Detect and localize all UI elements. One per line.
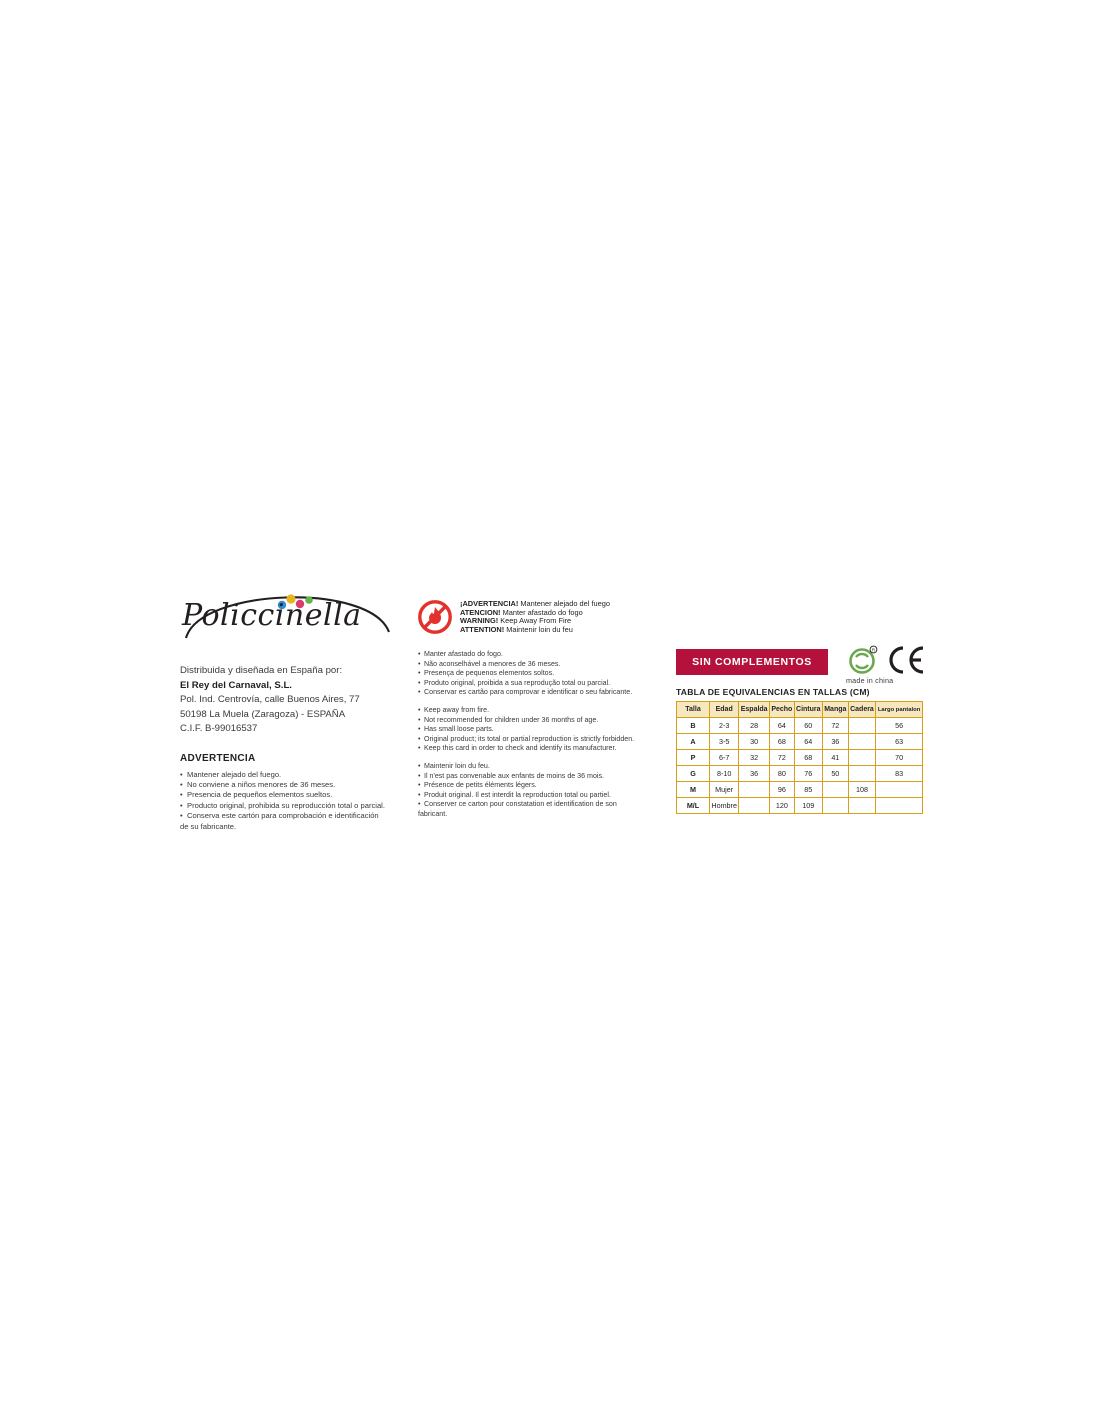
cell-manga: [822, 798, 848, 814]
column-header-edad: Edad: [710, 702, 739, 718]
list-item: • No conviene a niños menores de 36 meses.: [180, 780, 420, 790]
cell-manga: [822, 782, 848, 798]
list-item: • Mantener alejado del fuego.: [180, 770, 420, 780]
list-item: • Keep away from fire.: [418, 706, 648, 716]
cell-talla: M/L: [677, 798, 710, 814]
cell-cintura: 109: [794, 798, 822, 814]
cell-pecho: 64: [770, 718, 795, 734]
cell-manga: 41: [822, 750, 848, 766]
cell-cintura: 64: [794, 734, 822, 750]
list-item: • Conservar es cartão para comprovar e identificar o seu fabricante.: [418, 688, 648, 698]
cell-edad: 8-10: [710, 766, 739, 782]
cell-manga: 50: [822, 766, 848, 782]
warning-label-pt: ATENCION!: [460, 607, 501, 617]
warning-text-fr: Maintenir loin du feu: [506, 624, 573, 634]
cell-largo-pantalon: 83: [876, 766, 923, 782]
warning-list-en: [418, 706, 648, 754]
column-header-cadera: Cadera: [848, 702, 875, 718]
table-row: [677, 798, 923, 814]
list-item: • Conserva este cartón para comprobación e identificación: [180, 811, 420, 821]
badges-row: [676, 645, 936, 685]
cell-talla: M: [677, 782, 710, 798]
cell-pecho: 120: [770, 798, 795, 814]
table-row: [677, 734, 923, 750]
table-row: [677, 750, 923, 766]
cell-espalda: 32: [739, 750, 770, 766]
warning-header: [418, 600, 648, 642]
brand-and-distributor-block: [180, 580, 420, 832]
warning-text-es: Mantener alejado del fuego: [520, 599, 610, 608]
list-item: • Manter afastado do fogo.: [418, 650, 648, 660]
cell-cadera: [848, 718, 875, 734]
cell-espalda: 36: [739, 766, 770, 782]
cell-cintura: 76: [794, 766, 822, 782]
list-item: • Produto original, proibida a sua reprodução total ou parcial.: [418, 679, 648, 689]
list-item: • Presença de pequenos elementos soltos.: [418, 669, 648, 679]
cell-pecho: 72: [770, 750, 795, 766]
list-item: • Il n'est pas convenable aux enfants de moins de 36 mois.: [418, 772, 648, 782]
multilingual-warning-block: [418, 600, 648, 820]
no-fire-icon: [418, 600, 452, 634]
list-item-continuation: fabricant.: [418, 809, 448, 818]
list-item: • Presencia de pequeños elementos sueltos.: [180, 790, 420, 800]
list-item: • Keep this card in order to check and identify its manufacturer.: [418, 744, 648, 754]
cell-manga: 36: [822, 734, 848, 750]
cell-largo-pantalon: 63: [876, 734, 923, 750]
list-item: • Producto original, prohibida su reproducción total o parcial.: [180, 801, 420, 811]
warning-line-fr: [460, 626, 610, 635]
cell-cadera: [848, 750, 875, 766]
column-header-cintura: Cintura: [794, 702, 822, 718]
cell-cadera: [848, 766, 875, 782]
cell-espalda: [739, 798, 770, 814]
cell-espalda: 28: [739, 718, 770, 734]
distributor-address-1: Pol. Ind. Centrovía, calle Buenos Aires, 77: [180, 694, 360, 705]
cell-talla: A: [677, 734, 710, 750]
column-header-espalda: Espalda: [739, 702, 770, 718]
distributor-company: El Rey del Carnaval, S.L.: [180, 679, 292, 691]
cell-talla: G: [677, 766, 710, 782]
warning-list-fr: [418, 762, 648, 820]
column-header-talla: Talla: [677, 702, 710, 718]
list-item: • Not recommended for children under 36 months of age.: [418, 716, 648, 726]
list-item: • Présence de petits éléments légers.: [418, 781, 648, 791]
distributor-address-2: 50198 La Muela (Zaragoza) - ESPAÑA: [180, 708, 346, 720]
table-row: [677, 766, 923, 782]
cell-cintura: 85: [794, 782, 822, 798]
list-item-continuation: de su fabricante.: [180, 821, 237, 831]
warning-list-pt: [418, 650, 648, 698]
made-in-label: made in china: [846, 676, 894, 685]
list-item: • Original product; its total or partial reproduction is strictly forbidden.: [418, 735, 648, 745]
distributor-intro: Distribuida y diseñada en España por:: [180, 665, 343, 676]
list-item: • Não aconselhável a menores de 36 meses.: [418, 660, 648, 670]
cell-pecho: 96: [770, 782, 795, 798]
list-item: • Has small loose parts.: [418, 725, 648, 735]
warning-header-lines: [460, 600, 610, 634]
cell-edad: 6-7: [710, 750, 739, 766]
cell-espalda: [739, 782, 770, 798]
cell-pecho: 68: [770, 734, 795, 750]
table-row: [677, 718, 923, 734]
warning-label-es: ¡ADVERTENCIA!: [460, 599, 519, 608]
cell-cintura: 68: [794, 750, 822, 766]
table-header-row: [677, 702, 923, 718]
column-header-largo-pantalon: Largo pantalon: [876, 702, 923, 718]
list-item: • Maintenir loin du feu.: [418, 762, 648, 772]
table-row: [677, 782, 923, 798]
list-item: • Produit original. Il est interdit la reproduction total ou partiel.: [418, 791, 648, 801]
brand-logo: [180, 580, 395, 650]
warning-text-en: Keep Away From Fire: [500, 616, 572, 626]
distributor-cif: C.I.F. B-99016537: [180, 723, 258, 734]
ce-mark-icon: [886, 645, 926, 675]
warning-label-en: WARNING!: [460, 616, 499, 626]
size-equivalence-table: [676, 701, 923, 814]
cell-manga: 72: [822, 718, 848, 734]
cell-cintura: 60: [794, 718, 822, 734]
cell-talla: B: [677, 718, 710, 734]
cell-edad: 2-3: [710, 718, 739, 734]
warning-text-pt: Manter afastado do fogo: [502, 607, 583, 617]
cell-largo-pantalon: 56: [876, 718, 923, 734]
warning-label-fr: ATTENTION!: [460, 624, 505, 634]
cell-edad: 3-5: [710, 734, 739, 750]
column-header-manga: Manga: [822, 702, 848, 718]
cell-pecho: 80: [770, 766, 795, 782]
svg-text:R: R: [871, 647, 876, 653]
advertencia-title: ADVERTENCIA: [180, 752, 256, 764]
distributor-info: [180, 664, 420, 737]
cell-largo-pantalon: [876, 798, 923, 814]
cell-talla: P: [677, 750, 710, 766]
size-table-title: TABLA DE EQUIVALENCIAS EN TALLAS (CM): [676, 687, 870, 697]
cell-largo-pantalon: 70: [876, 750, 923, 766]
cell-cadera: [848, 734, 875, 750]
badges-and-size-table-block: [676, 645, 936, 814]
column-header-pecho: Pecho: [770, 702, 795, 718]
cell-cadera: 108: [848, 782, 875, 798]
cell-espalda: 30: [739, 734, 770, 750]
cell-edad: Mujer: [710, 782, 739, 798]
list-item: • Conserver ce carton pour constatation et identification de son: [418, 800, 648, 810]
advertencia-list: [180, 770, 420, 832]
cell-largo-pantalon: [876, 782, 923, 798]
cell-cadera: [848, 798, 875, 814]
green-dot-recycle-icon: [848, 645, 878, 675]
cell-edad: Hombre: [710, 798, 739, 814]
brand-name: Policcinella: [182, 598, 362, 633]
status-badge: SIN COMPLEMENTOS: [676, 649, 828, 675]
